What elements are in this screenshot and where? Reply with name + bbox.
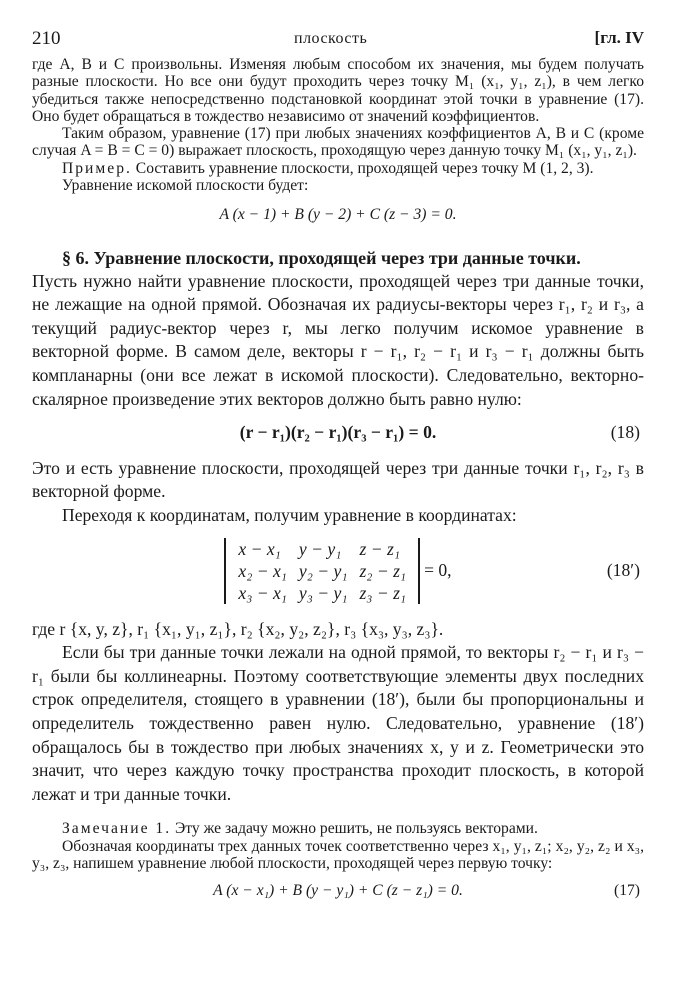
section-heading: § 6. Уравнение плоскости, проходящей через три данные точки. <box>62 247 581 268</box>
page-number: 210 <box>32 28 61 49</box>
determinant-row <box>232 538 412 560</box>
example-paragraph <box>32 160 644 177</box>
determinant-cell: z₃ − z₁ <box>359 582 407 603</box>
example-answer-intro: Уравнение искомой плоскости будет: <box>62 177 309 195</box>
remark-paragraph <box>32 820 644 837</box>
example-label: Пример. <box>62 159 132 177</box>
determinant-cell: x − x₁ <box>238 538 281 559</box>
example-equation: A (x − 1) + B (y − 2) + C (z − 3) = 0. <box>219 206 457 224</box>
equation-number: (18′) <box>606 559 640 580</box>
equation-17 <box>32 882 644 899</box>
remark-label: Замечание 1. <box>62 820 172 838</box>
intro-text-block <box>32 56 644 224</box>
remark-text: Эту же задачу можно решить, не пользуясь векторами. <box>171 820 538 838</box>
equation-18-body: (r − r₁)(r₂ − r₁)(r₃ − r₁) = 0. <box>239 422 437 443</box>
paragraph: Это и есть уравнение плоскости, проходящей через три данные точки r₁, r₂, r₃ в векторной форме. <box>32 457 644 502</box>
determinant-cell: y₂ − y₁ <box>298 560 348 581</box>
determinant-row <box>232 560 412 582</box>
running-title: плоскость <box>294 30 368 47</box>
paragraph: Пусть нужно найти уравнение плоскости, проходящей через три данные точки, не лежащие на одной прямой. Обозначая их радиусы-векторы через r₁, r₂ и r₃, а текущий радиус-вектор через r, мы легко получим искомое уравнение в векторной форме. В самом деле, векторы r − r₁, r₂ − r₁ и r₃ − r₁ должны быть компланарны (они все лежат в искомой плоскости). Следовательно, векторно-скалярное произведение этих векторов должно быть равно нулю: <box>32 270 644 409</box>
page-header <box>32 24 644 56</box>
where-line: где r {x, y, z}, r₁ {x₁, y₁, z₁}, r₂ {x₂, y₂, z₂}, r₃ {x₃, y₃, z₃}. <box>32 618 444 639</box>
determinant-cell: z − z₁ <box>359 538 400 559</box>
determinant-cell: x₃ − x₁ <box>238 582 287 603</box>
determinant-cell: y₃ − y₁ <box>298 582 348 603</box>
section-6 <box>32 246 644 807</box>
paragraph: Переходя к координатам, получим уравнение в координатах: <box>62 505 517 526</box>
equation-18-prime <box>32 538 644 604</box>
paragraph: где A, B и C произвольны. Изменяя любым способом их значения, мы будем получать разные плоскости. Но все они будут проходить через точку M₁ (x₁, y₁, z₁), в чем легко убедиться также непосредственно подстановкой координат этой точки в уравнение (17). Оно будет обращаться в тождество независимо от значений коэффициентов. <box>32 56 644 125</box>
equation-18 <box>32 421 644 445</box>
equation-number: (17) <box>614 882 640 900</box>
determinant-cell: x₂ − x₁ <box>238 560 287 581</box>
determinant-cell: y − y₁ <box>298 538 342 559</box>
paragraph: Если бы три данные точки лежали на одной прямой, то векторы r₂ − r₁ и r₃ − r₁ были бы коллинеарны. Поэтому соответствующие элементы двух последних строк определителя, стоящего в уравнении (18′), были бы пропорциональны и определитель тождественно равен нулю. Следовательно, уравнение (18′) обращалось бы в тождество при любых значениях x, y и z. Геометрически это значит, что через каждую точку пространства проходит плоскость, в которой лежат и три данные точки. <box>32 642 644 804</box>
remark-block <box>32 820 644 899</box>
equation-number: (18) <box>610 422 640 443</box>
determinant-tail: = 0, <box>424 559 452 580</box>
example-text: Составить уравнение плоскости, проходящей через точку M (1, 2, 3). <box>131 159 594 177</box>
chapter-label: [гл. IV <box>594 28 644 47</box>
equation-17-body: A (x − x₁) + B (y − y₁) + C (z − z₁) = 0. <box>213 882 463 900</box>
paragraph: Обозначая координаты трех данных точек соответственно через x₁, y₁, z₁; x₂, y₂, z₂ и x₃, y₃, z₃, напишем уравнение любой плоскости, проходящей через первую точку: <box>32 837 644 872</box>
paragraph: Таким образом, уравнение (17) при любых значениях коэффициентов A, B и C (кроме случая A = B = C = 0) выражает плоскость, проходящую через данную точку M₁ (x₁, y₁, z₁). <box>32 125 644 160</box>
determinant-row <box>232 582 412 604</box>
determinant-cell: z₂ − z₁ <box>359 560 407 581</box>
determinant <box>224 538 420 604</box>
